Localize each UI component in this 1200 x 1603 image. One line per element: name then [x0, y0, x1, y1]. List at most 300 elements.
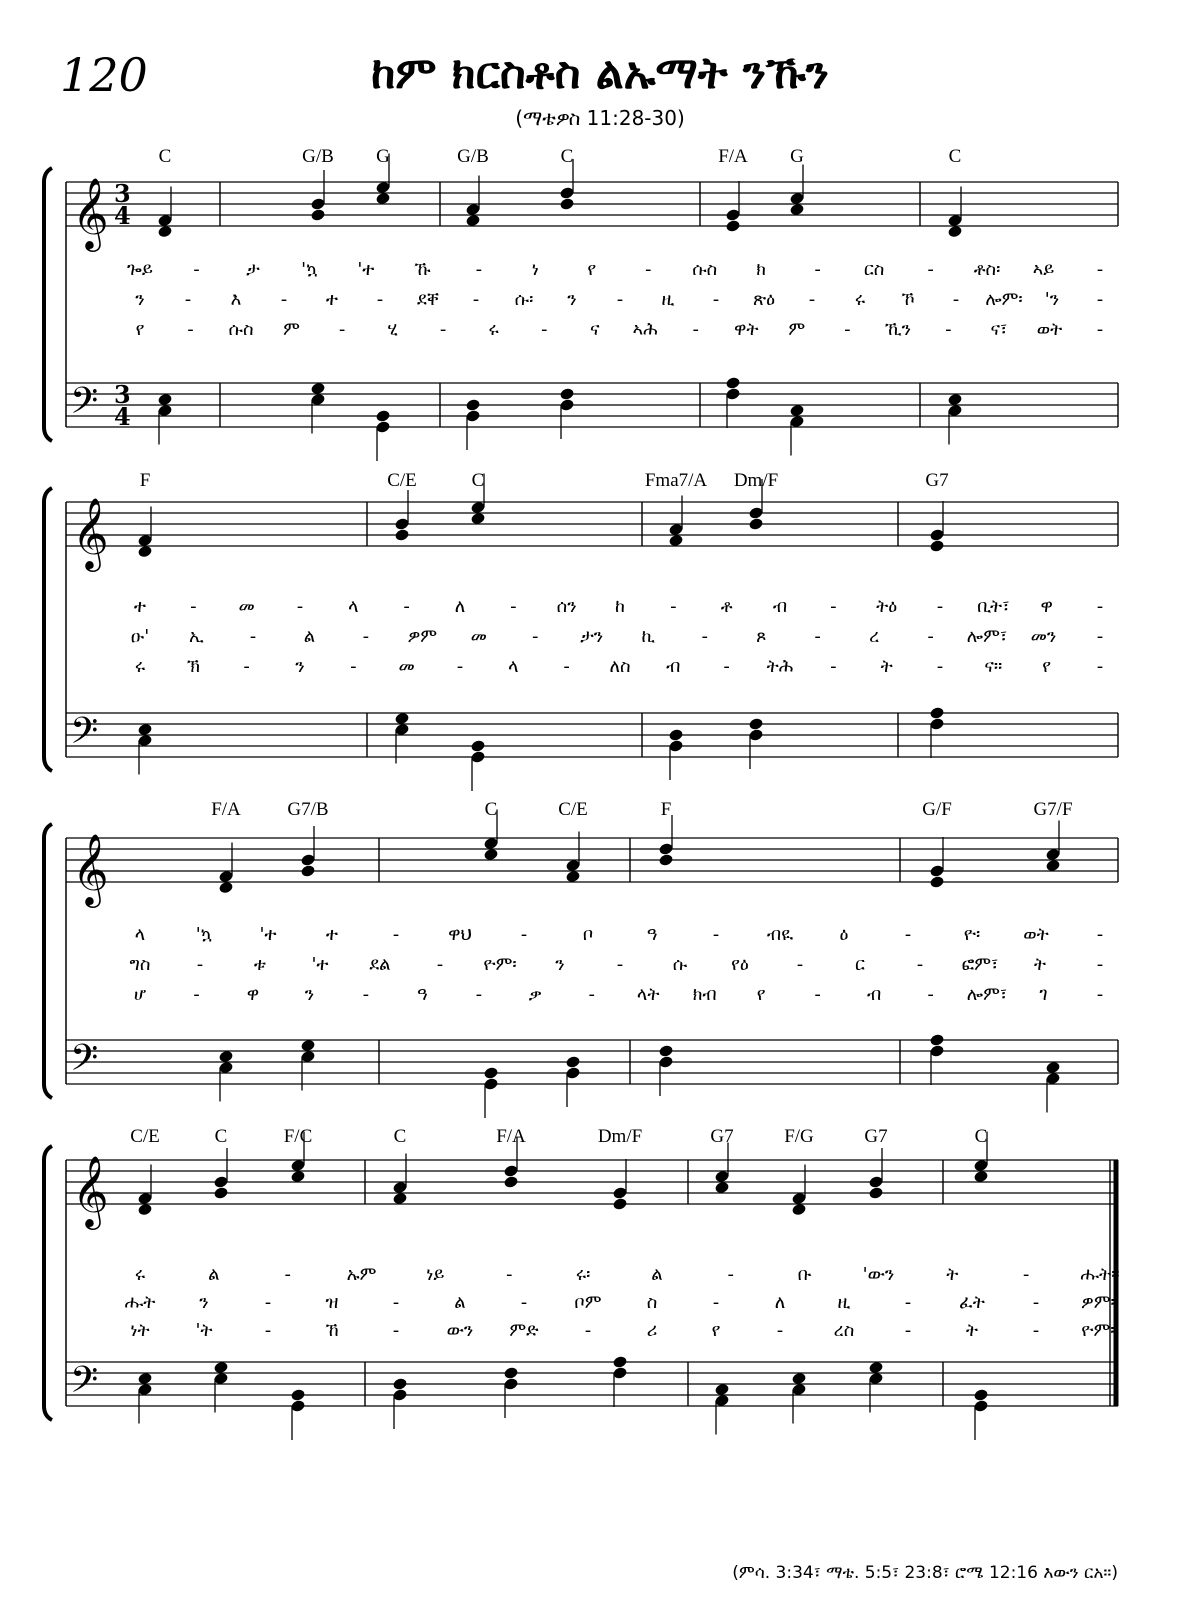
lyric-syllable-verse-2: -: [196, 954, 204, 975]
lyric-syllable-verse-2: -: [520, 1292, 528, 1313]
chord-symbol: G7: [925, 470, 949, 491]
lyric-syllable-verse-1: -: [403, 596, 410, 617]
lyric-syllable-verse-3: -: [830, 656, 837, 677]
lyric-syllable-verse-2: ን: [555, 954, 565, 975]
chord-symbol: C: [471, 470, 485, 491]
lyric-syllable-verse-2: ል: [454, 1292, 466, 1313]
lyric-syllable-verse-1: ከ: [615, 596, 625, 617]
bass-clef-icon: 𝄢: [70, 1037, 99, 1088]
lyric-syllable-verse-2: ሩ: [854, 289, 866, 310]
lyric-syllable-verse-1: 'ኳ: [195, 924, 213, 945]
lyric-syllable-verse-3: ና፣: [990, 319, 1008, 340]
lyric-syllable-verse-1: ሩ፡: [575, 1264, 591, 1285]
lyric-syllable-verse-2: -: [532, 626, 539, 647]
chord-symbol: C/E: [387, 470, 417, 491]
lyric-syllable-verse-3: ውን: [446, 1320, 474, 1341]
lyric-syllable-verse-1: ኹ: [414, 259, 431, 280]
lyric-syllable-verse-1: ትዕ: [876, 596, 898, 617]
chord-symbol: F/G: [784, 1126, 814, 1147]
lyric-syllable-verse-2: ግስ: [129, 954, 151, 975]
lyric-syllable-verse-3: -: [439, 319, 447, 340]
chord-symbol: F/A: [496, 1126, 526, 1147]
lyric-syllable-verse-3: ና።: [984, 656, 1003, 677]
lyric-syllable-verse-1: የ: [587, 259, 597, 280]
lyric-syllable-verse-1: -: [505, 1264, 513, 1285]
lyric-syllable-verse-2: -: [916, 954, 924, 975]
notehead: [1045, 1061, 1061, 1075]
lyric-syllable-verse-1: -: [670, 596, 677, 617]
lyric-syllable-verse-1: ቢት፣: [977, 596, 1010, 617]
system-bracket: [44, 1146, 52, 1420]
lyric-syllable-verse-2: ረ: [869, 626, 880, 647]
lyric-syllable-verse-3: -: [584, 1320, 592, 1341]
lyric-syllable-verse-3: ኺን: [884, 319, 912, 340]
lyric-syllable-verse-2: ፈት: [959, 1292, 985, 1313]
lyric-syllable-verse-1: ለ: [454, 596, 466, 617]
lyric-syllable-verse-3: ላ: [508, 656, 519, 677]
lyric-syllable-verse-2: ዚ: [837, 1292, 851, 1313]
bass-staff: [66, 1037, 1118, 1088]
lyric-syllable-verse-3: ም: [283, 319, 300, 340]
lyric-syllable-verse-1: ሑት።: [1080, 1264, 1120, 1285]
lyric-syllable-verse-1: ቡ: [797, 1264, 812, 1285]
chord-symbol: G7: [864, 1126, 888, 1147]
hymn-title: ከም ክርስቶስ ልኡማት ንኹን: [371, 48, 829, 99]
bass-clef-icon: 𝄢: [70, 710, 99, 761]
lyric-syllable-verse-3: -: [844, 319, 851, 340]
lyric-syllable-verse-1: -: [190, 596, 197, 617]
lyric-syllable-verse-3: ክብ: [692, 984, 717, 1005]
chord-symbol: F/A: [211, 799, 241, 820]
chord-symbol: Fma7/A: [644, 470, 708, 491]
lyric-syllable-verse-2: -: [712, 289, 720, 310]
lyric-syllable-verse-2: ሎም፡: [985, 289, 1023, 310]
notehead: [470, 512, 486, 526]
scripture-reference: (ማቴዎስ 11:28-30): [515, 106, 685, 130]
lyric-syllable-verse-1: ላ: [348, 596, 359, 617]
lyric-syllable-verse-1: ብዪ: [766, 924, 794, 945]
lyric-syllable-verse-2: ኢ: [189, 626, 204, 647]
lyric-syllable-verse-1: 'ተ: [357, 259, 375, 280]
lyric-syllable-verse-2: -: [249, 626, 257, 647]
lyric-syllable-verse-2: -: [376, 289, 384, 310]
lyric-syllable-verse-3: ና: [589, 319, 600, 340]
chord-symbol: G: [376, 146, 390, 167]
lyric-syllable-verse-3: የ: [135, 319, 145, 340]
notehead: [394, 712, 410, 726]
bass-staff: [66, 710, 1118, 761]
lyric-syllable-verse-3: ኸ: [325, 1320, 339, 1341]
lyric-syllable-verse-2: ት: [1033, 954, 1047, 975]
system-bracket: [44, 168, 52, 441]
notehead: [973, 1170, 989, 1184]
lyric-syllable-verse-2: ዎም።: [1081, 1292, 1119, 1313]
lyric-syllable-verse-3: ትሕ: [766, 656, 794, 677]
lyric-syllable-verse-3: ሩ: [488, 319, 499, 340]
chord-symbol: G/B: [302, 146, 334, 167]
lyric-syllable-verse-1: -: [904, 924, 912, 945]
chord-symbol: C: [214, 1126, 228, 1147]
notehead: [290, 1170, 306, 1184]
lyric-syllable-verse-3: ዮም።: [1081, 1320, 1119, 1341]
lyric-syllable-verse-1: -: [193, 259, 200, 280]
hymn-number: 120: [60, 48, 148, 102]
lyric-syllable-verse-2: ር: [855, 954, 865, 975]
chord-symbol: F/C: [283, 1126, 313, 1147]
chord-symbol: C: [974, 1126, 988, 1147]
lyric-syllable-verse-2: ሱ፡: [514, 289, 534, 310]
lyric-syllable-verse-2: ን: [199, 1292, 209, 1313]
chord-symbol: G: [790, 146, 804, 167]
lyric-syllable-verse-3: ላት: [636, 984, 660, 1005]
lyric-syllable-verse-3: ብ: [866, 984, 882, 1005]
lyric-syllable-verse-1: ጐይ: [127, 259, 153, 280]
lyric-syllable-verse-3: -: [945, 319, 952, 340]
lyric-syllable-verse-2: ዎም: [407, 626, 438, 647]
lyric-syllable-verse-1: 'ተ: [259, 924, 277, 945]
system-3: [44, 799, 1118, 1118]
chord-symbol: G7/F: [1033, 799, 1073, 820]
treble-clef-icon: 𝄞: [72, 1154, 109, 1227]
lyric-syllable-verse-1: ክ: [756, 259, 767, 280]
lyric-syllable-verse-3: ሱስ: [228, 319, 254, 340]
notehead: [218, 1050, 234, 1064]
lyric-syllable-verse-2: -: [808, 289, 816, 310]
lyric-syllable-verse-3: ወት: [1036, 319, 1063, 340]
treble-staff: [66, 496, 1118, 572]
lyric-syllable-verse-3: ቃ: [528, 984, 542, 1005]
lyric-syllable-verse-3: -: [776, 1320, 784, 1341]
notehead: [375, 192, 391, 206]
lyric-syllable-verse-2: -: [701, 626, 708, 647]
lyric-syllable-verse-3: ም: [788, 319, 806, 340]
lyric-syllable-verse-3: ዋ: [246, 984, 260, 1005]
lyric-syllable-verse-2: ል: [303, 626, 316, 647]
lyric-syllable-verse-2: -: [472, 289, 480, 310]
lyric-syllable-verse-3: ሎም፣: [966, 984, 1008, 1005]
lyric-syllable-verse-2: -: [1032, 1292, 1040, 1313]
lyric-syllable-verse-1: ት: [946, 1264, 959, 1285]
chord-symbol: G7: [710, 1126, 734, 1147]
lyric-syllable-verse-3: ሆ: [133, 984, 147, 1005]
system-bracket: [44, 824, 52, 1098]
lyric-syllable-verse-2: ደል: [369, 954, 391, 975]
notehead: [789, 404, 805, 418]
notehead: [137, 723, 153, 737]
lyric-syllable-verse-3: -: [1032, 1320, 1040, 1341]
lyric-syllable-verse-3: -: [692, 319, 700, 340]
lyric-syllable-verse-1: ነ: [531, 259, 539, 280]
notehead: [668, 534, 684, 548]
lyric-syllable-verse-2: -: [392, 1292, 400, 1313]
bass-staff: [66, 380, 1118, 431]
lyric-syllable-verse-2: -: [952, 289, 960, 310]
notehead: [483, 848, 499, 862]
lyric-syllable-verse-3: -: [338, 319, 346, 340]
lyric-syllable-verse-2: ዝ: [325, 1292, 339, 1313]
notehead: [565, 870, 581, 884]
lyric-syllable-verse-2: -: [796, 954, 804, 975]
notehead: [947, 225, 963, 239]
time-signature-bottom: 4: [114, 402, 131, 431]
lyric-syllable-verse-2: -: [280, 289, 288, 310]
lyric-syllable-verse-2: እ: [230, 289, 242, 310]
lyric-syllable-verse-1: ኣይ: [1032, 259, 1055, 280]
lyric-syllable-verse-2: ቱ: [253, 954, 267, 975]
lyric-syllable-verse-2: -: [712, 1292, 720, 1313]
lyric-syllable-verse-2: -: [264, 1292, 272, 1313]
lyric-syllable-verse-1: -: [1022, 1264, 1030, 1285]
lyric-syllable-verse-1: ቶ: [720, 596, 733, 617]
lyric-syllable-verse-3: የ: [711, 1320, 721, 1341]
lyric-syllable-verse-2: ሱ: [672, 954, 688, 975]
lyric-syllable-verse-2: -: [814, 626, 821, 647]
lyric-syllable-verse-2: ዑ': [130, 626, 150, 647]
time-signature-bottom: 4: [114, 201, 131, 230]
lyric-syllable-verse-2: ስ: [646, 1292, 658, 1313]
lyric-syllable-verse-1: -: [727, 1264, 735, 1285]
lyric-syllable-verse-2: ሑት: [124, 1292, 156, 1313]
time-signature-top: 3: [114, 380, 131, 409]
lyric-syllable-verse-3: ዋት: [734, 319, 759, 340]
lyric-syllable-verse-2: -: [904, 1292, 912, 1313]
treble-staff: [66, 832, 1118, 908]
notehead: [218, 881, 234, 895]
lyric-syllable-verse-3: የ: [756, 984, 766, 1005]
lyric-syllable-verse-1: -: [936, 596, 944, 617]
lyric-syllable-verse-2: ተ: [325, 289, 339, 310]
lyric-syllable-verse-1: ተ: [325, 924, 339, 945]
lyric-syllable-verse-3: ዓ: [417, 984, 428, 1005]
lyric-syllable-verse-3: -: [540, 319, 548, 340]
lyric-syllable-verse-3: -: [475, 984, 483, 1005]
notehead: [789, 203, 805, 217]
notehead: [137, 1372, 153, 1386]
lyric-syllable-verse-1: ዮ፡: [963, 924, 981, 945]
bass-clef-icon: 𝄢: [70, 1359, 99, 1410]
lyric-syllable-verse-2: 'ተ: [311, 954, 329, 975]
lyric-syllable-verse-1: ቶስ፡: [973, 259, 1001, 280]
lyric-syllable-verse-3: -: [350, 656, 357, 677]
lyric-syllable-verse-3: -: [1096, 984, 1104, 1005]
notehead: [310, 382, 326, 396]
notehead: [947, 393, 963, 407]
lyric-syllable-verse-1: -: [510, 596, 517, 617]
lyric-syllable-verse-1: ዓ: [646, 924, 658, 945]
lyric-syllable-verse-2: የዕ: [731, 954, 749, 975]
lyric-syllable-verse-1: መ: [238, 596, 255, 617]
lyric-syllable-verse-2: ደቐ: [416, 289, 440, 310]
lyric-syllable-verse-3: -: [362, 984, 370, 1005]
lyric-syllable-verse-1: ዕ: [839, 924, 849, 945]
chord-symbol: C: [158, 146, 172, 167]
lyric-syllable-verse-3: ነት: [130, 1320, 150, 1341]
lyric-syllable-verse-3: -: [814, 984, 821, 1005]
lyric-syllable-verse-1: ል: [651, 1264, 663, 1285]
chord-symbol: F: [660, 799, 672, 820]
chord-symbol: G/F: [922, 799, 952, 820]
lyric-syllable-verse-1: -: [1096, 924, 1104, 945]
lyric-syllable-verse-2: ሎም፣: [966, 626, 1008, 647]
chord-symbol: C/E: [558, 799, 588, 820]
lyric-syllable-verse-2: -: [362, 626, 370, 647]
lyric-syllable-verse-2: -: [616, 289, 624, 310]
bass-clef-icon: 𝄢: [70, 380, 99, 431]
notehead: [137, 545, 153, 559]
system-bracket: [44, 488, 52, 771]
notehead: [868, 1361, 884, 1375]
notehead: [392, 1192, 408, 1206]
lyric-syllable-verse-3: ን: [304, 984, 315, 1005]
lyric-syllable-verse-3: -: [904, 1320, 912, 1341]
lyric-syllable-verse-3: ሂ: [387, 319, 398, 340]
lyric-syllable-verse-2: ኪ: [641, 626, 655, 647]
lyric-syllable-verse-1: ብ: [772, 596, 788, 617]
lyric-syllable-verse-2: -: [184, 289, 192, 310]
notehead: [714, 1181, 730, 1195]
lyric-syllable-verse-1: -: [712, 924, 720, 945]
lyric-syllable-verse-3: -: [392, 1320, 400, 1341]
lyric-syllable-verse-3: -: [456, 656, 464, 677]
lyric-syllable-verse-3: ት: [965, 1320, 979, 1341]
lyric-syllable-verse-1: ተ: [133, 596, 147, 617]
lyric-syllable-verse-1: ታ: [246, 259, 260, 280]
lyric-syllable-verse-3: ት: [880, 656, 893, 677]
chord-symbol: C: [484, 799, 498, 820]
chord-symbol: Dm/F: [597, 1126, 643, 1147]
notehead: [791, 1372, 807, 1386]
notehead: [714, 1383, 730, 1397]
lyric-syllable-verse-2: መ: [470, 626, 487, 647]
notehead: [791, 1203, 807, 1217]
lyric-syllable-verse-1: -: [927, 259, 934, 280]
lyric-syllable-verse-1: -: [644, 259, 652, 280]
lyric-syllable-verse-1: -: [1096, 596, 1104, 617]
lyric-syllable-verse-1: ዋ: [1040, 596, 1053, 617]
lyric-syllable-verse-3: ሩ: [134, 656, 146, 677]
system-4: [44, 1126, 1120, 1440]
lyric-syllable-verse-2: -: [616, 954, 624, 975]
lyric-syllable-verse-1: ሩ: [134, 1264, 146, 1285]
chord-symbol: C: [560, 146, 574, 167]
system-2: [44, 470, 1118, 791]
lyric-syllable-verse-3: -: [187, 319, 194, 340]
chord-symbol: F/A: [718, 146, 748, 167]
notehead: [157, 225, 173, 239]
lyric-syllable-verse-2: ፎም፣: [961, 954, 999, 975]
lyric-syllable-verse-3: ገ: [1039, 984, 1048, 1005]
lyric-syllable-verse-3: -: [243, 656, 250, 677]
lyric-syllable-verse-2: ታን: [580, 626, 604, 647]
lyric-syllable-verse-2: -: [436, 954, 444, 975]
lyric-syllable-verse-3: የ: [1042, 656, 1052, 677]
notehead: [465, 214, 481, 228]
notehead: [157, 393, 173, 407]
lyric-syllable-verse-3: -: [588, 984, 596, 1005]
lyric-syllable-verse-3: -: [936, 656, 944, 677]
lyric-syllable-verse-3: ምድ: [509, 1320, 539, 1341]
lyric-syllable-verse-2: መን: [1030, 626, 1057, 647]
lyric-syllable-verse-2: -: [1096, 954, 1104, 975]
lyric-syllable-verse-2: ቦም: [574, 1292, 602, 1313]
lyric-syllable-verse-3: -: [1096, 319, 1104, 340]
lyric-syllable-verse-2: ኾ: [901, 289, 915, 310]
chord-symbol: C: [948, 146, 962, 167]
lyric-syllable-verse-2: -: [927, 626, 934, 647]
lyric-syllable-verse-1: -: [1096, 259, 1104, 280]
lyric-syllable-verse-3: 'ት: [195, 1320, 213, 1341]
lyric-syllable-verse-1: ቦ: [582, 924, 594, 945]
lyric-syllable-verse-2: ለ: [774, 1292, 786, 1313]
lyric-syllable-verse-3: -: [927, 984, 934, 1005]
lyric-syllable-verse-1: -: [284, 1264, 291, 1285]
lyric-syllable-verse-3: ኣሕ: [632, 319, 658, 340]
lyric-syllable-verse-2: 'ን: [1044, 289, 1060, 310]
notehead: [213, 1361, 229, 1375]
lyric-syllable-verse-1: ኡም: [346, 1264, 377, 1285]
lyric-syllable-verse-1: ርስ: [863, 259, 885, 280]
treble-staff: [66, 176, 1118, 252]
lyric-syllable-verse-3: ኽ: [186, 656, 200, 677]
lyric-syllable-verse-1: ላ: [134, 924, 146, 945]
lyric-syllable-verse-1: -: [296, 596, 304, 617]
lyric-syllable-verse-3: ብ: [666, 656, 681, 677]
chord-symbol: Dm/F: [733, 470, 779, 491]
lyric-syllable-verse-3: ን: [295, 656, 305, 677]
lyric-syllable-verse-2: ን: [135, 289, 145, 310]
notehead: [1045, 859, 1061, 873]
time-signature-top: 3: [114, 179, 131, 208]
chord-symbol: G7/B: [287, 799, 329, 820]
lyric-syllable-verse-3: -: [563, 656, 570, 677]
lyric-syllable-verse-2: ጾ: [756, 626, 767, 647]
lyric-syllable-verse-2: -: [1096, 626, 1104, 647]
chord-symbol: G/B: [457, 146, 489, 167]
lyric-syllable-verse-3: -: [264, 1320, 272, 1341]
lyric-syllable-verse-1: -: [475, 259, 483, 280]
lyric-syllable-verse-3: መ: [398, 656, 415, 677]
lyric-syllable-verse-1: 'ኳ: [301, 259, 318, 280]
lyric-syllable-verse-3: -: [723, 656, 730, 677]
treble-clef-icon: 𝄞: [72, 176, 109, 249]
lyric-syllable-verse-1: -: [392, 924, 400, 945]
chord-symbol: C: [393, 1126, 407, 1147]
lyric-syllable-verse-2: ጽዕ: [752, 289, 776, 310]
cross-references-footnote: (ምሳ. 3:34፣ ማቴ. 5:5፣ 23:8፣ ሮሜ 12:16 እውን ርአ።): [732, 1563, 1118, 1583]
lyric-syllable-verse-2: ን: [567, 289, 577, 310]
notehead: [300, 1039, 316, 1053]
treble-clef-icon: 𝄞: [72, 496, 109, 569]
lyric-syllable-verse-1: ሱስ: [692, 259, 718, 280]
lyric-syllable-verse-1: -: [814, 259, 821, 280]
lyric-syllable-verse-2: -: [1096, 289, 1104, 310]
chord-symbol: C/E: [130, 1126, 160, 1147]
lyric-syllable-verse-3: -: [1096, 656, 1104, 677]
lyric-syllable-verse-1: ወት: [1023, 924, 1049, 945]
lyric-syllable-verse-2: ዮም፡: [483, 954, 517, 975]
lyric-syllable-verse-1: -: [830, 596, 837, 617]
lyric-syllable-verse-3: ሪ: [646, 1320, 658, 1341]
lyric-syllable-verse-3: ረስ: [833, 1320, 855, 1341]
lyric-syllable-verse-1: ነይ: [426, 1264, 445, 1285]
lyric-syllable-verse-1: 'ውን: [862, 1264, 895, 1285]
lyric-syllable-verse-3: ለስ: [609, 656, 631, 677]
lyric-syllable-verse-2: ዚ: [661, 289, 675, 310]
lyric-syllable-verse-3: -: [193, 984, 200, 1005]
lyric-syllable-verse-1: ሰን: [556, 596, 577, 617]
treble-clef-icon: 𝄞: [72, 832, 109, 905]
lyric-syllable-verse-1: ዋህ: [448, 924, 472, 945]
